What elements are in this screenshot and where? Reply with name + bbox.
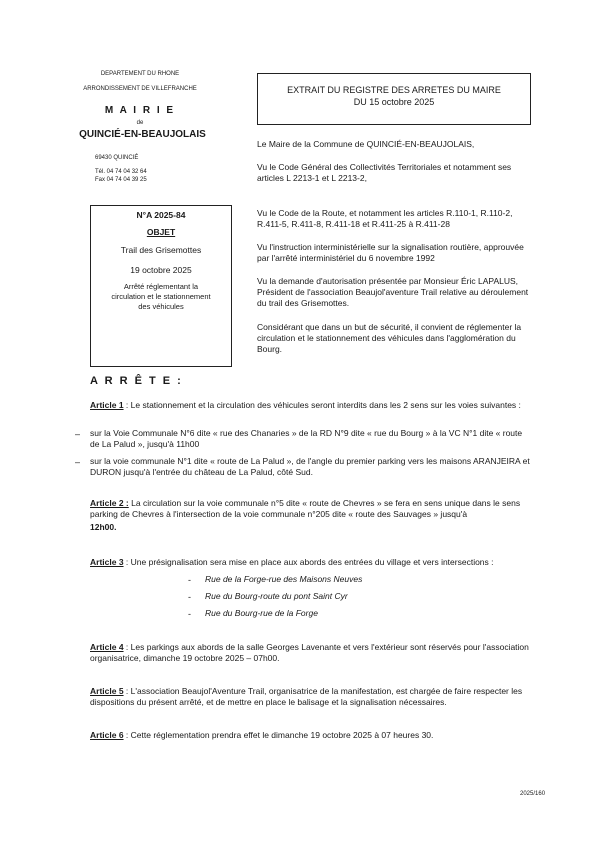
fax: Fax 04 74 04 39 25 — [95, 177, 147, 183]
commune-name: QUINCIÉ-EN-BEAUJOLAIS — [79, 129, 206, 140]
postal-code: 69430 QUINCIÉ — [95, 155, 139, 161]
objet-summary-1: Arrêté réglementant la — [123, 282, 199, 291]
article-5-label: Article 5 — [90, 686, 124, 696]
article-6-text: : Cette réglementation prendra effet le dimanche 19 octobre 2025 à 07 heures 30. — [125, 730, 434, 740]
article-1-bullet-1: sur la Voie Communale N°6 dite « rue des Chanaries » de la RD N°9 dite « rue du Bourg » à la VC N°1 dite « route de La Palud », jusqu'à 11h00 — [90, 428, 523, 449]
title-line-2: DU 15 octobre 2025 — [353, 97, 435, 107]
department-label: DEPARTEMENT DU RHONE — [100, 71, 180, 77]
bullet-dash: – — [75, 457, 81, 467]
article-6 — [90, 730, 530, 741]
preamble-instruction: Vu l'instruction interministérielle sur la signalisation routière, approuvée par l'arrêté interministériel du 6 novembre 1992 — [257, 242, 524, 263]
arrete-number: N°A 2025-84 — [136, 210, 186, 220]
bullet-dash: - — [188, 575, 191, 585]
article-6-label: Article 6 — [90, 730, 124, 740]
article-3-item-2: Rue du Bourg-route du pont Saint Cyr — [205, 591, 348, 601]
telephone: Tél. 04 74 04 32 64 — [95, 169, 147, 175]
de-label: de — [136, 120, 144, 126]
article-2 — [90, 498, 530, 520]
article-1 — [90, 400, 530, 411]
arrete-heading: A R R Ê T E : — [90, 375, 183, 387]
article-1-bullet-2: sur la voie communale N°1 dite « route de La Palud », de l'angle du premier parking vers les maisons ARANJEIRA et DURON jusqu'à l'entrée du château de La Palud, côté Sud. — [90, 456, 530, 477]
article-3-item-1: Rue de la Forge-rue des Maisons Neuves — [205, 574, 363, 584]
article-1-text: : Le stationnement et la circulation des véhicules seront interdits dans les 2 sens sur les voies suivantes : — [125, 400, 521, 410]
bullet-dash: - — [188, 609, 191, 619]
title-box — [257, 73, 531, 125]
objet-summary-2: circulation et le stationnement — [111, 292, 211, 301]
article-2-text: La circulation sur la voie communale n°5 dite « route de Chevres » se fera en sens unique dans le sens parking de Chevres à l'intersection de la voie communale n°205 dite « route des Sauvages » jusqu'à — [90, 498, 521, 519]
mairie-label: M A I R I E — [104, 105, 176, 116]
arrondissement-label: ARRONDISSEMENT DE VILLEFRANCHE — [83, 86, 197, 92]
objet-box — [90, 205, 232, 367]
article-5-text: : L'association Beaujol'Aventure Trail, organisatrice de la manifestation, est chargée de faire respecter les dispositions du présent arrêté, et de mettre en place le balisage et la signalisation nécessaires. — [90, 686, 523, 707]
preamble-code-route: Vu le Code de la Route, et notamment les articles R.110-1, R.110-2, R.411-5, R.411-8, R.411-18 et R.411-25 à R.411-28 — [257, 208, 513, 229]
article-1-label: Article 1 — [90, 400, 124, 410]
article-3 — [90, 557, 530, 568]
article-3-item-3: Rue du Bourg-rue de la Forge — [205, 608, 318, 618]
preamble-cgct: Vu le Code Général des Collectivités Territoriales et notamment ses articles L 2213-1 et L 2213-2, — [257, 162, 512, 183]
page-reference: 2025/160 — [520, 791, 546, 797]
article-2-label: Article 2 : — [90, 498, 129, 508]
title-line-1: EXTRAIT DU REGISTRE DES ARRETES DU MAIRE — [287, 85, 501, 95]
article-4 — [90, 642, 530, 664]
event-name: Trail des Grisemottes — [120, 245, 202, 255]
article-4-text: : Les parkings aux abords de la salle Georges Lavenante et vers l'extérieur sont réservés pour l'association organisatrice, dimanche 19 octobre 2025 – 07h00. — [90, 642, 529, 663]
article-2-time: 12h00. — [90, 522, 117, 532]
event-date: 19 octobre 2025 — [130, 265, 192, 275]
objet-summary-3: des véhicules — [138, 302, 184, 311]
article-3-text: : Une présignalisation sera mise en place aux abords des entrées du village et vers intersections : — [125, 557, 494, 567]
preamble-maire: Le Maire de la Commune de QUINCIÉ-EN-BEAUJOLAIS, — [257, 139, 475, 149]
article-4-label: Article 4 — [90, 642, 124, 652]
preamble-considerant: Considérant que dans un but de sécurité, il convient de réglementer la circulation et le stationnement des véhicules dans l'agglomération du Bourg. — [257, 322, 522, 354]
bullet-dash: – — [75, 429, 81, 439]
article-3-label: Article 3 — [90, 557, 124, 567]
bullet-dash: - — [188, 592, 191, 602]
preamble-demande: Vu la demande d'autorisation présentée par Monsieur Éric LAPALUS, Président de l'association Beaujol'aventure Trail relative au déroulement du trail des Grisemottes. — [257, 276, 529, 308]
article-5 — [90, 686, 530, 708]
objet-label: OBJET — [146, 227, 176, 237]
